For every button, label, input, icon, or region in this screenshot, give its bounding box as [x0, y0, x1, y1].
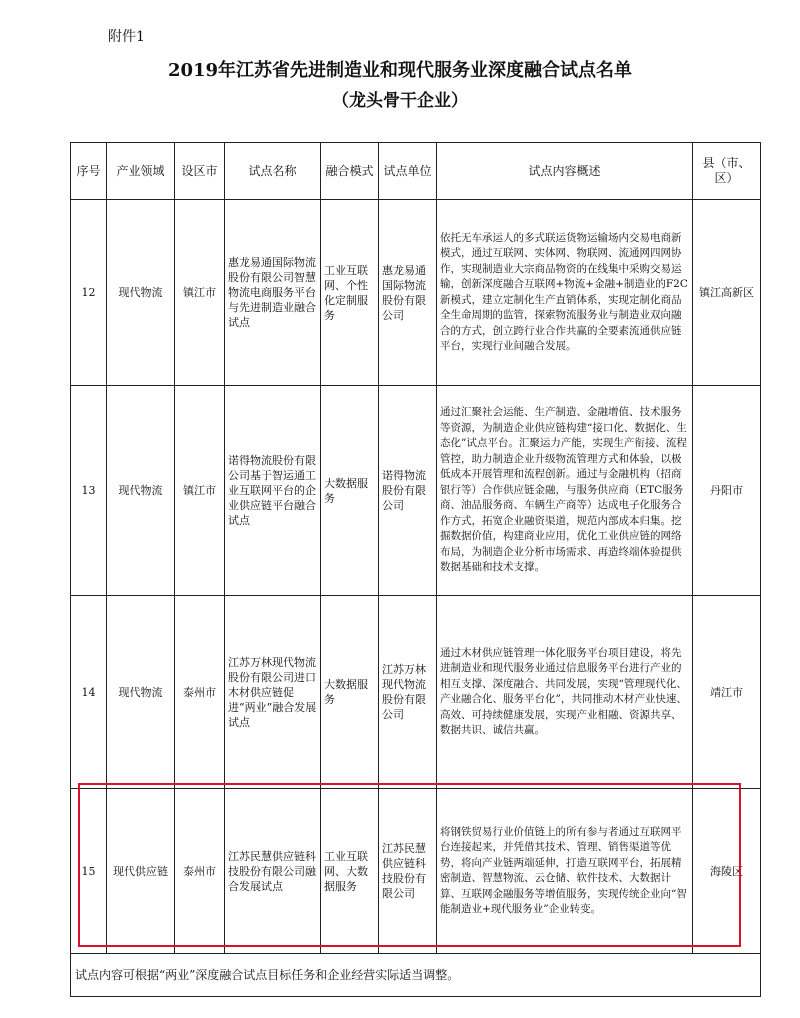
col-header-name: 试点名称 — [225, 143, 321, 200]
cell-desc: 将钢铁贸易行业价值链上的所有参与者通过互联网平台连接起来，并凭借其技术、管理、销售渠道等优势，将向产业链两端延伸，打造互联网平台，拓展精密制造、智慧物流、云仓储、软件技术、大数据计算、互联网金融服务等增值服务，实现传统企业向“智能制造业+现代服务业”企业转变。 — [437, 789, 693, 954]
cell-mode: 大数据服务 — [321, 386, 379, 596]
cell-name: 惠龙易通国际物流股份有限公司智慧物流电商服务平台与先进制造业融合试点 — [225, 200, 321, 386]
cell-mode: 大数据服务 — [321, 596, 379, 789]
col-header-county: 县（市、区） — [693, 143, 761, 200]
cell-field: 现代物流 — [107, 596, 175, 789]
col-header-no: 序号 — [71, 143, 107, 200]
document-title: 2019年江苏省先进制造业和现代服务业深度融合试点名单 — [167, 60, 633, 81]
document-subtitle: （龙头骨干企业） — [332, 91, 468, 111]
col-header-desc: 试点内容概述 — [437, 143, 693, 200]
table-header-row — [71, 143, 761, 200]
cell-field: 现代物流 — [107, 386, 175, 596]
cell-name: 诺得物流股份有限公司基于智运通工业互联网平台的企业供应链平台融合试点 — [225, 386, 321, 596]
cell-no: 15 — [71, 789, 107, 954]
cell-unit: 江苏民慧供应链科技股份有限公司 — [379, 789, 437, 954]
cell-county: 丹阳市 — [693, 386, 761, 596]
col-header-mode: 融合模式 — [321, 143, 379, 200]
cell-field: 现代物流 — [107, 200, 175, 386]
table-row — [71, 789, 761, 954]
cell-no: 12 — [71, 200, 107, 386]
table-note: 试点内容可根据“两业”深度融合试点目标任务和企业经营实际适当调整。 — [71, 954, 761, 997]
cell-unit: 诺得物流股份有限公司 — [379, 386, 437, 596]
cell-unit: 江苏万林现代物流股份有限公司 — [379, 596, 437, 789]
cell-county: 镇江高新区 — [693, 200, 761, 386]
cell-county: 海陵区 — [693, 789, 761, 954]
cell-desc: 依托无车承运人的多式联运货物运输场内交易电商新模式，通过互联网、实体网、物联网、流通网四网协作，实现制造业大宗商品物资的在线集中采购交易运输，创新深度融合互联网+物流+金融+制造业的F2C新模式，建立定制化生产直销体系，实现定制化商品全生命周期的监管，探索物流服务业与制造业双向融合的方式，创立跨行业合作共赢的全要素流通供应链平台，实现行业间融合发展。 — [437, 200, 693, 386]
table-row — [71, 596, 761, 789]
cell-field: 现代供应链 — [107, 789, 175, 954]
cell-mode: 工业互联网、个性化定制服务 — [321, 200, 379, 386]
cell-name: 江苏民慧供应链科技股份有限公司融合发展试点 — [225, 789, 321, 954]
cell-city: 镇江市 — [175, 200, 225, 386]
cell-desc: 通过汇聚社会运能、生产制造、金融增值、技术服务等资源，为制造企业供应链构建“接口化、数据化、生态化”试点平台。汇聚运力产能，实现生产衔接、流程管控，助力制造企业升级物流管理方式和体验，以极低成本开展管理和流程创新。通过与金融机构（招商银行等）合作供应链金融，与服务供应商（ETC服务商、油品服务商、车辆生产商等）达成电子化服务合作方式，拓宽企业融资渠道，规范内部成本归集。挖掘数据价值，构建商业应用，优化工业供应链的网络布局，为制造企业分析市场需求、再造终端体验提供数据基础和技术支撑。 — [437, 386, 693, 596]
cell-county: 靖江市 — [693, 596, 761, 789]
table-row — [71, 386, 761, 596]
cell-no: 14 — [71, 596, 107, 789]
cell-no: 13 — [71, 386, 107, 596]
cell-city: 镇江市 — [175, 386, 225, 596]
attachment-label: 附件1 — [108, 29, 145, 45]
cell-name: 江苏万林现代物流股份有限公司进口木材供应链促进“两业”融合发展试点 — [225, 596, 321, 789]
pilot-list-table — [70, 142, 761, 997]
cell-mode: 工业互联网、大数据服务 — [321, 789, 379, 954]
cell-desc: 通过木材供应链管理一体化服务平台项目建设，将先进制造业和现代服务业通过信息服务平台进行产业的相互支撑、深度融合、共同发展，实现“管理现代化、产业融合化、服务平台化”，共同推动木材产业快速、高效、可持续健康发展，实现产业相融、资源共享、数据共识、诚信共赢。 — [437, 596, 693, 789]
table-note-row — [71, 954, 761, 997]
table-row — [71, 200, 761, 386]
col-header-city: 设区市 — [175, 143, 225, 200]
cell-city: 泰州市 — [175, 789, 225, 954]
col-header-unit: 试点单位 — [379, 143, 437, 200]
cell-unit: 惠龙易通国际物流股份有限公司 — [379, 200, 437, 386]
cell-city: 泰州市 — [175, 596, 225, 789]
col-header-field: 产业领域 — [107, 143, 175, 200]
